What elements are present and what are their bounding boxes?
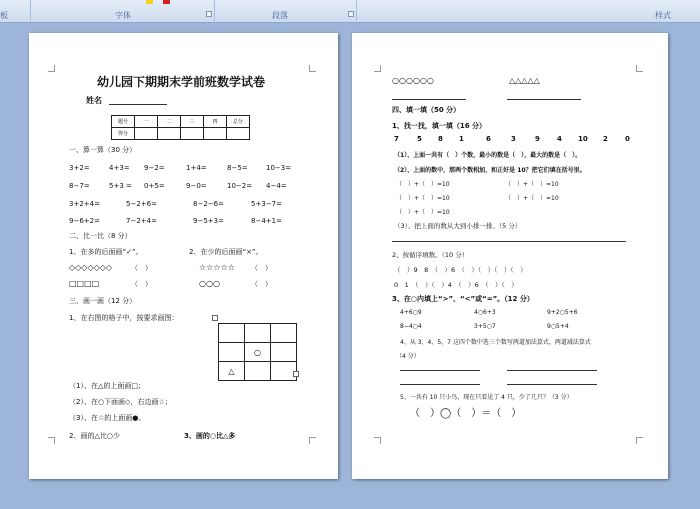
grid-cell bbox=[219, 343, 245, 362]
number-item: 7 bbox=[394, 135, 399, 143]
compare-item: 8−4○4 bbox=[400, 323, 422, 330]
compare-question-2: 2、在少的后面画“×”。 bbox=[189, 248, 263, 256]
arith-item: 3+2= bbox=[69, 164, 90, 172]
number-item: 10 bbox=[578, 135, 588, 143]
grid-cell bbox=[245, 362, 271, 381]
name-underline bbox=[109, 104, 167, 105]
margin-corner-mark bbox=[636, 437, 643, 444]
name-label: 姓名 bbox=[86, 96, 102, 105]
selection-handle[interactable] bbox=[212, 315, 218, 321]
font-color-icon[interactable] bbox=[163, 0, 170, 4]
arith-item: 5−2+6= bbox=[126, 200, 157, 208]
circle-row: ○○○○○○ bbox=[392, 76, 434, 85]
arith-item: 5+3 = bbox=[109, 182, 132, 190]
score-header-cell: 题号 bbox=[112, 116, 135, 128]
fill-question-5: 5、一共有 10 只小鸟，现在只看见了 4 只，少了几只？（3 分） bbox=[400, 394, 573, 401]
draw-instruction-2: （2）、在○下面画◇，右边画☆； bbox=[69, 398, 172, 406]
number-item: 1 bbox=[459, 135, 464, 143]
paragraph-dialog-launcher-icon[interactable] bbox=[348, 11, 354, 17]
arith-item: 9−6+2= bbox=[69, 217, 100, 225]
fill-question-4: 4、从 3、4、5、7 这四个数中选三个数写两道加法算式、两道减法算式 bbox=[400, 339, 591, 346]
number-item: 2 bbox=[603, 135, 608, 143]
ribbon-controls-strip bbox=[0, 0, 700, 9]
section-3-heading: 三、画一画（12 分） bbox=[69, 297, 137, 305]
answer-blank: （ ） bbox=[131, 280, 152, 288]
margin-corner-mark bbox=[636, 65, 643, 72]
triangle-row: △△△△△ bbox=[509, 76, 540, 85]
arith-item: 3+2+4= bbox=[69, 200, 100, 208]
arith-item: 8−5= bbox=[227, 164, 248, 172]
arith-item: 7−2+4= bbox=[126, 217, 157, 225]
star-shapes: ☆☆☆☆☆ bbox=[199, 263, 235, 272]
sequence-row: （ ）9 8 （ ）6 （ ）（ ）（ ）（ ） bbox=[394, 266, 527, 274]
arith-item: 9−0= bbox=[186, 182, 207, 190]
arith-item: 1+4= bbox=[186, 164, 207, 172]
grid-cell bbox=[219, 324, 245, 343]
fill-question-1-2: （2）、上面的数中，那两个数相加，和正好是 10？把它们填在括号里。 bbox=[394, 167, 586, 174]
arith-item: 4−4= bbox=[266, 182, 287, 190]
draw-question-3: 3、画的○比△多 bbox=[184, 432, 236, 440]
number-item: 6 bbox=[486, 135, 491, 143]
score-cell bbox=[158, 128, 181, 140]
styles-group-label: 样式 bbox=[655, 11, 671, 20]
answer-line bbox=[400, 370, 480, 371]
arith-item: 8−4+1= bbox=[251, 217, 282, 225]
sequence-row: 0 1 （ ）（ ）4 （ ）6 （ ）（ ） bbox=[394, 281, 518, 289]
fill-question-2: 2、按循序填数。（10 分） bbox=[392, 251, 469, 259]
font-dialog-launcher-icon[interactable] bbox=[206, 11, 212, 17]
draw-question-2: 2、画的△比○少 bbox=[69, 432, 120, 440]
fill-question-4-score: （4 分） bbox=[396, 353, 420, 360]
paragraph-group-label: 段落 bbox=[272, 11, 288, 20]
fill-question-1: 1、找一找，填一填（16 分） bbox=[392, 122, 487, 130]
document-page-1[interactable] bbox=[29, 33, 338, 479]
number-item: 8 bbox=[438, 135, 443, 143]
grid-cell bbox=[271, 324, 297, 343]
equation-blank: （ ）◯（ ）＝（ ） bbox=[410, 408, 522, 419]
ribbon bbox=[0, 0, 700, 23]
margin-corner-mark bbox=[309, 437, 316, 444]
sum-blank: （ ）+（ ）=10 bbox=[505, 195, 559, 202]
ribbon-separator bbox=[356, 0, 357, 21]
fill-question-1-1: （1）、上面一共有（ ）个数，最小的数是（ ），最大的数是（ ）。 bbox=[394, 152, 582, 159]
drawing-grid[interactable] bbox=[218, 323, 297, 381]
score-row-label: 得分 bbox=[112, 128, 135, 140]
grid-cell bbox=[271, 343, 297, 362]
margin-corner-mark bbox=[48, 437, 55, 444]
sum-blank: （ ）+（ ）=10 bbox=[396, 195, 450, 202]
circle-shapes: ○○○ bbox=[199, 279, 220, 288]
score-header-cell: 四 bbox=[204, 116, 227, 128]
score-header-cell: 二 bbox=[158, 116, 181, 128]
margin-corner-mark bbox=[309, 65, 316, 72]
score-cell bbox=[181, 128, 204, 140]
compare-question-1: 1、在多的后面画“✓”。 bbox=[69, 248, 143, 256]
sum-blank: （ ）+（ ）=10 bbox=[396, 181, 450, 188]
score-cell bbox=[227, 128, 250, 140]
page-title: 幼儿园下期期末学前班数学试卷 bbox=[97, 75, 266, 89]
clipboard-group-label: 板 bbox=[0, 11, 8, 20]
margin-corner-mark bbox=[48, 65, 55, 72]
ribbon-separator bbox=[214, 0, 215, 21]
fill-question-1-3: （3）、把上面的数从大到小排一排。（5 分） bbox=[394, 222, 522, 230]
answer-blank: （ ） bbox=[251, 280, 272, 288]
margin-corner-mark bbox=[374, 65, 381, 72]
section-2-heading: 二、比一比（8 分） bbox=[69, 232, 132, 240]
compare-item: 4+6○9 bbox=[400, 309, 422, 316]
compare-item: 3+5○7 bbox=[474, 323, 496, 330]
document-page-2[interactable] bbox=[352, 33, 668, 479]
arith-item: 0+5= bbox=[144, 182, 165, 190]
diamond-shapes: ◇◇◇◇◇◇◇ bbox=[69, 263, 113, 272]
arith-item: 4+3= bbox=[109, 164, 130, 172]
answer-line bbox=[507, 384, 597, 385]
arith-item: 5+3−7= bbox=[251, 200, 282, 208]
arith-item: 10−3= bbox=[266, 164, 292, 172]
highlight-color-icon[interactable] bbox=[146, 0, 153, 4]
number-item: 9 bbox=[535, 135, 540, 143]
score-header-cell: 总分 bbox=[227, 116, 250, 128]
draw-instruction-3: （3）、在☆的上面画●。 bbox=[69, 414, 146, 422]
answer-blank: （ ） bbox=[251, 264, 272, 272]
score-cell bbox=[204, 128, 227, 140]
number-item: 0 bbox=[625, 135, 630, 143]
compare-item: 9+2○5+6 bbox=[547, 309, 578, 316]
sum-blank: （ ）+（ ）=10 bbox=[396, 209, 450, 216]
draw-instruction-1: （1）、在△的上面画□； bbox=[69, 382, 145, 390]
square-shapes: □□□□ bbox=[69, 279, 100, 288]
score-cell bbox=[135, 128, 158, 140]
answer-line bbox=[400, 384, 480, 385]
grid-cell bbox=[245, 324, 271, 343]
arith-item: 8−2−6= bbox=[193, 200, 224, 208]
margin-corner-mark bbox=[374, 437, 381, 444]
sum-blank: （ ）+（ ）=10 bbox=[505, 181, 559, 188]
arith-item: 9−5+3= bbox=[193, 217, 224, 225]
compare-item: 9○5+4 bbox=[547, 323, 569, 330]
number-item: 5 bbox=[417, 135, 422, 143]
arith-item: 9−2= bbox=[144, 164, 165, 172]
arith-item: 10−2= bbox=[227, 182, 253, 190]
score-table bbox=[111, 115, 250, 140]
answer-line bbox=[507, 370, 597, 371]
answer-line bbox=[392, 99, 466, 100]
answer-line bbox=[392, 241, 626, 242]
selection-handle[interactable] bbox=[293, 371, 299, 377]
font-group-label: 字体 bbox=[115, 11, 131, 20]
score-header-cell: 三 bbox=[181, 116, 204, 128]
grid-cell-circle: ○ bbox=[245, 343, 271, 362]
arith-item: 8−7= bbox=[69, 182, 90, 190]
answer-blank: （ ） bbox=[131, 264, 152, 272]
section-1-heading: 一、算一算（30 分） bbox=[69, 146, 137, 154]
answer-line bbox=[507, 99, 581, 100]
fill-question-3: 3、在○内填上“>”、“<”或“=”。（12 分） bbox=[392, 295, 534, 303]
number-item: 3 bbox=[511, 135, 516, 143]
grid-cell-triangle: △ bbox=[219, 362, 245, 381]
draw-question-1: 1、在右图的格子中，按要求画图： bbox=[69, 314, 179, 322]
score-header-cell: 一 bbox=[135, 116, 158, 128]
ribbon-separator bbox=[30, 0, 31, 21]
compare-item: 4○6+3 bbox=[474, 309, 496, 316]
number-item: 4 bbox=[557, 135, 562, 143]
section-4-heading: 四、填一填（50 分） bbox=[392, 106, 461, 114]
